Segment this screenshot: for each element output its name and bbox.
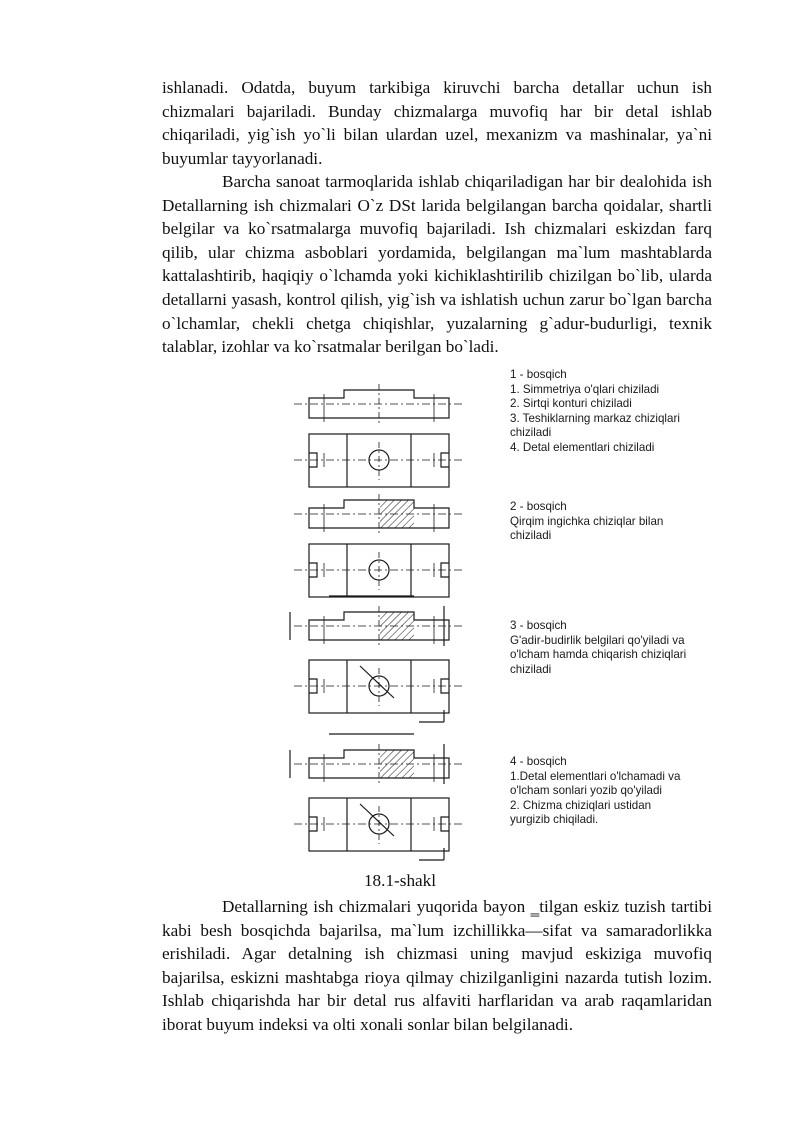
step-1-line-3: 3. Teshiklarning markaz chiziqlari [510,411,680,425]
stage-3-drawing [290,596,464,722]
step-1-title: 1 - bosqich [510,368,567,381]
step-4-title: 4 - bosqich [510,755,567,768]
step-2-title: 2 - bosqich [510,500,567,513]
step-3-text [510,619,710,677]
step-3-line-1: G'adir-budirlik belgilari qo'yiladi va [510,633,685,647]
paragraph-2: Barcha sanoat tarmoqlarida ishlab chiqariladigan har bir dealohida ish Detallarning ish chizmalari O`z DSt larida belgilangan barcha qoidalar, shartli belgilar va ko`rsatmalarga muvofiq bajariladi. Ish chizmalari eskizdan farq qilib, ular chizma asboblari yordamida, belgilangan ma`lum mashtablarda kattalashtirib, haqiqiy o`lchamda yoki kichiklashtirilib chizilgan bo`lib, ularda detallarni yasash, kontrol qilish, yig`ish va ishlatish uchun zarur bo`lgan barcha o`lchamlar, chekli chetga chiqishlar, yuzalarning g`adur-budurligi, texnik talablar, izohlar va ko`rsatmalar berilgan bo`ladi. [162,172,712,357]
step-4-line-4: yurgizib chiqiladi. [510,813,599,826]
step-1-line-2: 2. Sirtqi konturi chiziladi [510,397,632,410]
step-1-line-1: 1. Simmetriya o'qlari chiziladi [510,382,660,396]
step-2-line-2: chiziladi [510,529,552,542]
step-2-text [510,500,710,544]
step-3-line-2: o'lcham hamda chiqarish chiziqlari [510,648,687,661]
step-4-line-1: 1.Detal elementlari o'lchamadi va [510,769,681,783]
step-1-line-5: 4. Detal elementlari chiziladi [510,440,655,454]
paragraph-1: ishlanadi. Odatda, buyum tarkibiga kiruvchi barcha detallar uchun ish chizmalari bajariladi. Bunday chizmalarga muvofiq har bir detal ishlab chiqariladi, yig`ish yo`li bilan ulardan uzel, mexanizm va mashinalar, ya`ni buyumlar tayyorlanadi. [162,78,712,168]
step-3-title: 3 - bosqich [510,619,567,632]
technical-drawing-stages [284,366,504,870]
figure-caption: 18.1-shakl [363,871,437,890]
step-1-text [510,368,710,455]
step-4-text [510,755,710,828]
step-3-line-3: chiziladi [510,662,552,676]
step-4-line-3: 2. Chizma chiziqlari ustidan [510,798,652,812]
stage-4-drawing [290,734,464,860]
figure-18-1 [284,366,704,870]
step-2-line-1: Qirqim ingichka chiziqlar bilan [510,514,664,528]
stage-2-drawing [294,494,464,597]
step-1-line-4: chiziladi [510,426,552,439]
step-4-line-2: o'lcham sonlari yozib qo'yiladi [510,784,662,797]
stage-1-drawing [294,384,464,487]
paragraph-3: Detallarning ish chizmalari yuqorida bayon ‗tilgan eskiz tuzish tartibi kabi besh bosqichda bajarilsa, ma`lum izchillikka—sifat va samaradorlikka erishiladi. Agar detalning ish chizmasi uning mavjud eskiziga muvofiq bajarilsa, eskizni mashtabga rioya qilmay chizilganligini nazarda tutish lozim. Ishlab chiqarishda har bir detal rus alfaviti harflaridan va arab raqamlaridan iborat buyum indeksi va olti xonali sonlar bilan belgilanadi. [162,897,712,1034]
